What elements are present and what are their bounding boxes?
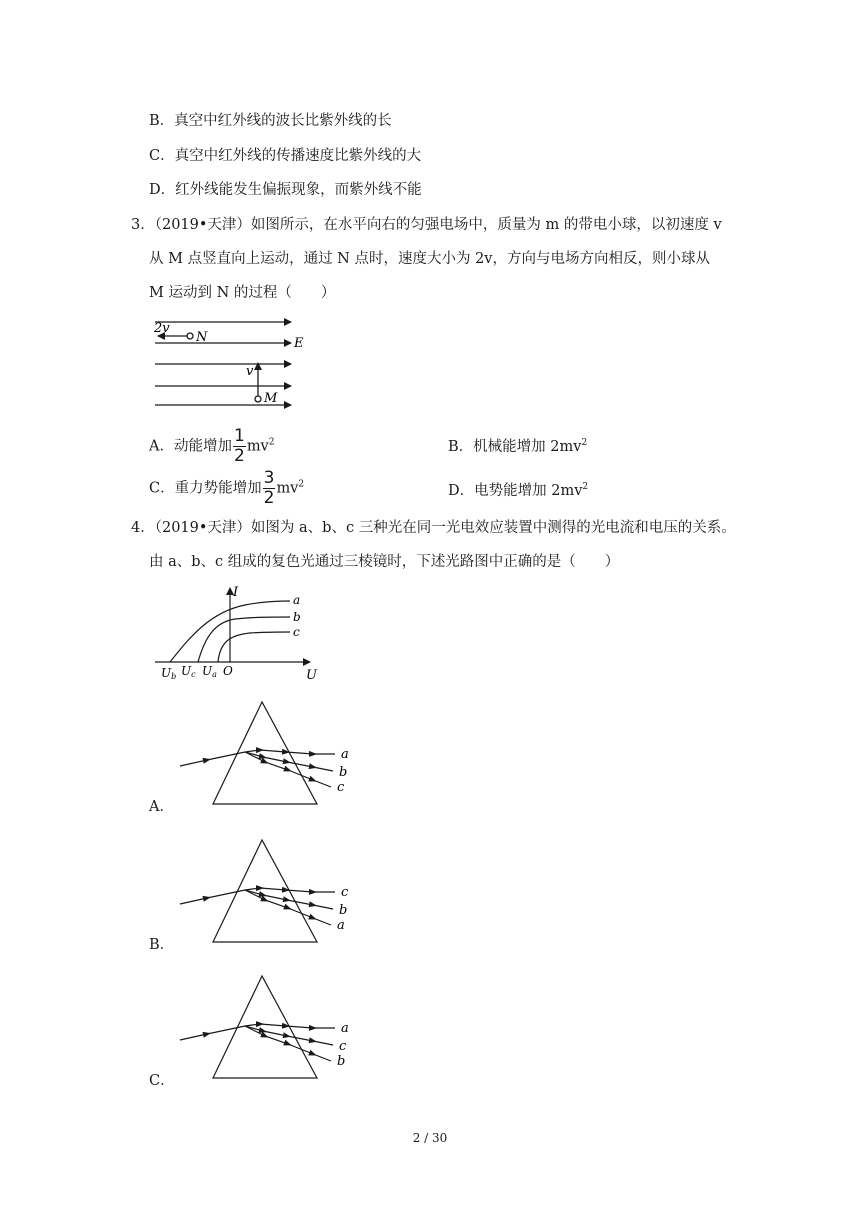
q2-option-d: D．红外线能发生偏振现象，而紫外线不能 [149, 182, 422, 198]
label-m: M [264, 391, 278, 406]
q3-option-a: A．动能增加 $\frac{1}{2}$ $mv^2$ [149, 426, 275, 466]
ray-label-2: b [337, 1054, 346, 1069]
q4-stem-line1: 4．（2019•天津）如图为 a、b、c 三种光在同一光电效应装置中测得的光电流和电压的关系。 [131, 520, 736, 536]
refracted-ray-3 [245, 890, 331, 925]
label-v: v [246, 364, 254, 379]
q4-option-label-1: B． [149, 937, 175, 953]
q4-option-label-0: A． [149, 799, 174, 815]
curve-label-b: b [293, 610, 301, 624]
curve-label-c: c [293, 625, 300, 639]
label-ub: Ub [161, 666, 177, 681]
curve-b [198, 617, 290, 662]
electric-field-diagram [145, 312, 315, 412]
prism-diagram-2 [175, 974, 365, 1082]
label-uc: Uc [181, 664, 196, 679]
refracted-ray-3 [245, 752, 331, 787]
q2-option-b: B．真空中红外线的波长比紫外线的长 [149, 113, 392, 129]
refracted-ray-2 [245, 752, 333, 771]
ray-label-1: b [339, 765, 348, 780]
q3-stem-line3: M 运动到 N 的过程（ ） [149, 285, 336, 301]
refracted-ray-3 [245, 1026, 331, 1061]
axis-label-u: U [306, 668, 317, 682]
q3-option-d: D．电势能增加 $2mv^2$ [448, 482, 589, 499]
fraction-one-half: $\frac{1}{2}$ [233, 426, 245, 466]
curve-label-a: a [293, 593, 301, 607]
q3-option-a-text: A．动能增加 [149, 438, 232, 455]
q4-option-label-2: C． [149, 1073, 175, 1089]
ray-label-1: c [339, 1039, 347, 1054]
q3-stem-line2: 从 M 点竖直向上运动，通过 N 点时，速度大小为 2v，方向与电场方向相反，则小球从 [149, 251, 710, 267]
label-e: E [294, 336, 304, 351]
page-number: 2 / 30 [412, 1131, 448, 1145]
label-2v: 2v [154, 321, 170, 336]
refracted-ray-2 [245, 1026, 333, 1045]
prism-diagram-1 [175, 838, 365, 946]
photocurrent-voltage-graph [150, 582, 330, 682]
ray-label-2: c [337, 780, 345, 795]
q4-stem-line2: 由 a、b、c 组成的复色光通过三棱镜时，下述光路图中正确的是（ ） [149, 554, 620, 570]
prism-diagram-0 [175, 700, 365, 808]
label-origin: O [223, 664, 233, 678]
fraction-three-halves: $\frac{3}{2}$ [263, 468, 275, 508]
q3-option-b: B．机械能增加 $2mv^2$ [448, 438, 588, 455]
point-n-marker [187, 333, 193, 339]
q2-option-c: C．真空中红外线的传播速度比紫外线的大 [149, 148, 422, 164]
axis-label-i: I [233, 585, 239, 600]
point-m-marker [255, 396, 261, 402]
q3-stem-line1: 3．（2019•天津）如图所示，在水平向右的匀强电场中，质量为 m 的带电小球，以初速度 v [131, 217, 722, 233]
curve-c [218, 632, 290, 662]
ray-label-0: a [341, 1021, 349, 1036]
refracted-ray-2 [245, 890, 333, 909]
ray-label-1: b [339, 903, 348, 918]
ray-label-2: a [337, 918, 345, 933]
label-ua: Ua [202, 664, 217, 679]
q3-option-c: C．重力势能增加 $\frac{3}{2}$ $mv^2$ [149, 468, 305, 508]
ray-label-0: a [341, 747, 349, 762]
label-n: N [196, 330, 208, 345]
q3-option-c-text: C．重力势能增加 [149, 480, 262, 497]
ray-label-0: c [341, 885, 349, 900]
